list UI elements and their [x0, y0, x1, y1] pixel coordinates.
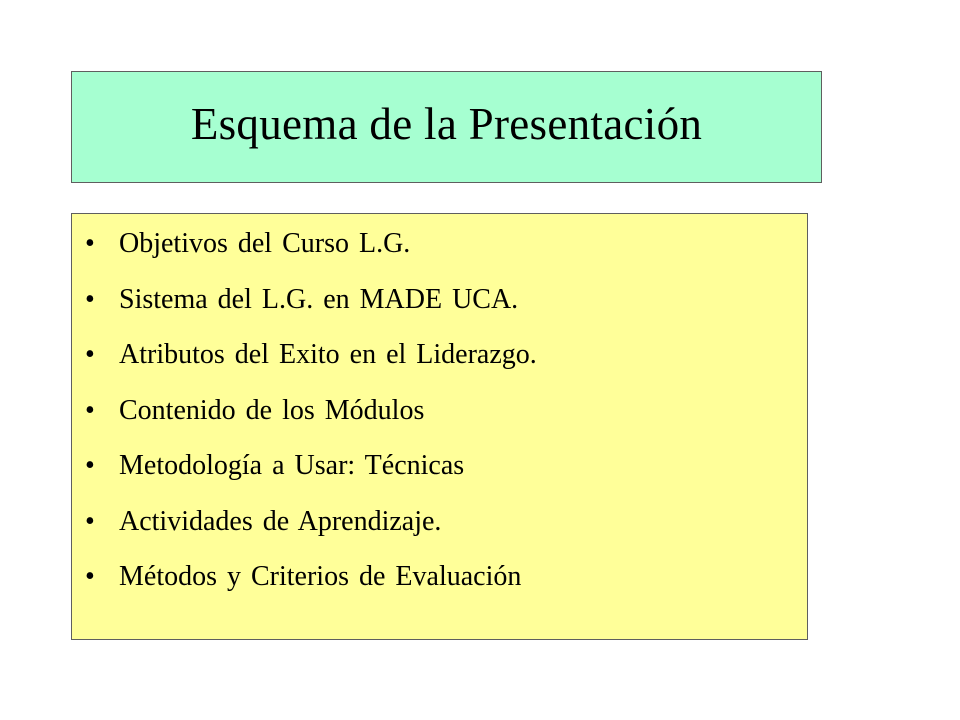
bullet-icon: • — [85, 505, 95, 537]
bullet-text: Contenido de los Módulos — [119, 394, 425, 426]
bullet-text: Objetivos del Curso L.G. — [119, 228, 411, 259]
bullet-icon: • — [85, 283, 95, 315]
slide-title: Esquema de la Presentación — [190, 99, 703, 149]
bullet-text: Sistema del L.G. en MADE UCA. — [119, 283, 519, 315]
bullet-icon: • — [85, 450, 95, 481]
bullet-text: Métodos y Criterios de Evaluación — [119, 561, 522, 592]
bullet-text: Atributos del Exito en el Liderazgo. — [119, 339, 537, 370]
bullet-icon: • — [85, 394, 95, 426]
bullet-icon: • — [85, 339, 95, 370]
content-box — [71, 213, 808, 640]
bullet-icon: • — [85, 228, 95, 259]
title-box — [71, 71, 822, 183]
bullet-text: Metodología a Usar: Técnicas — [119, 450, 465, 481]
bullet-icon: • — [85, 561, 95, 592]
bullet-text: Actividades de Aprendizaje. — [119, 505, 442, 537]
